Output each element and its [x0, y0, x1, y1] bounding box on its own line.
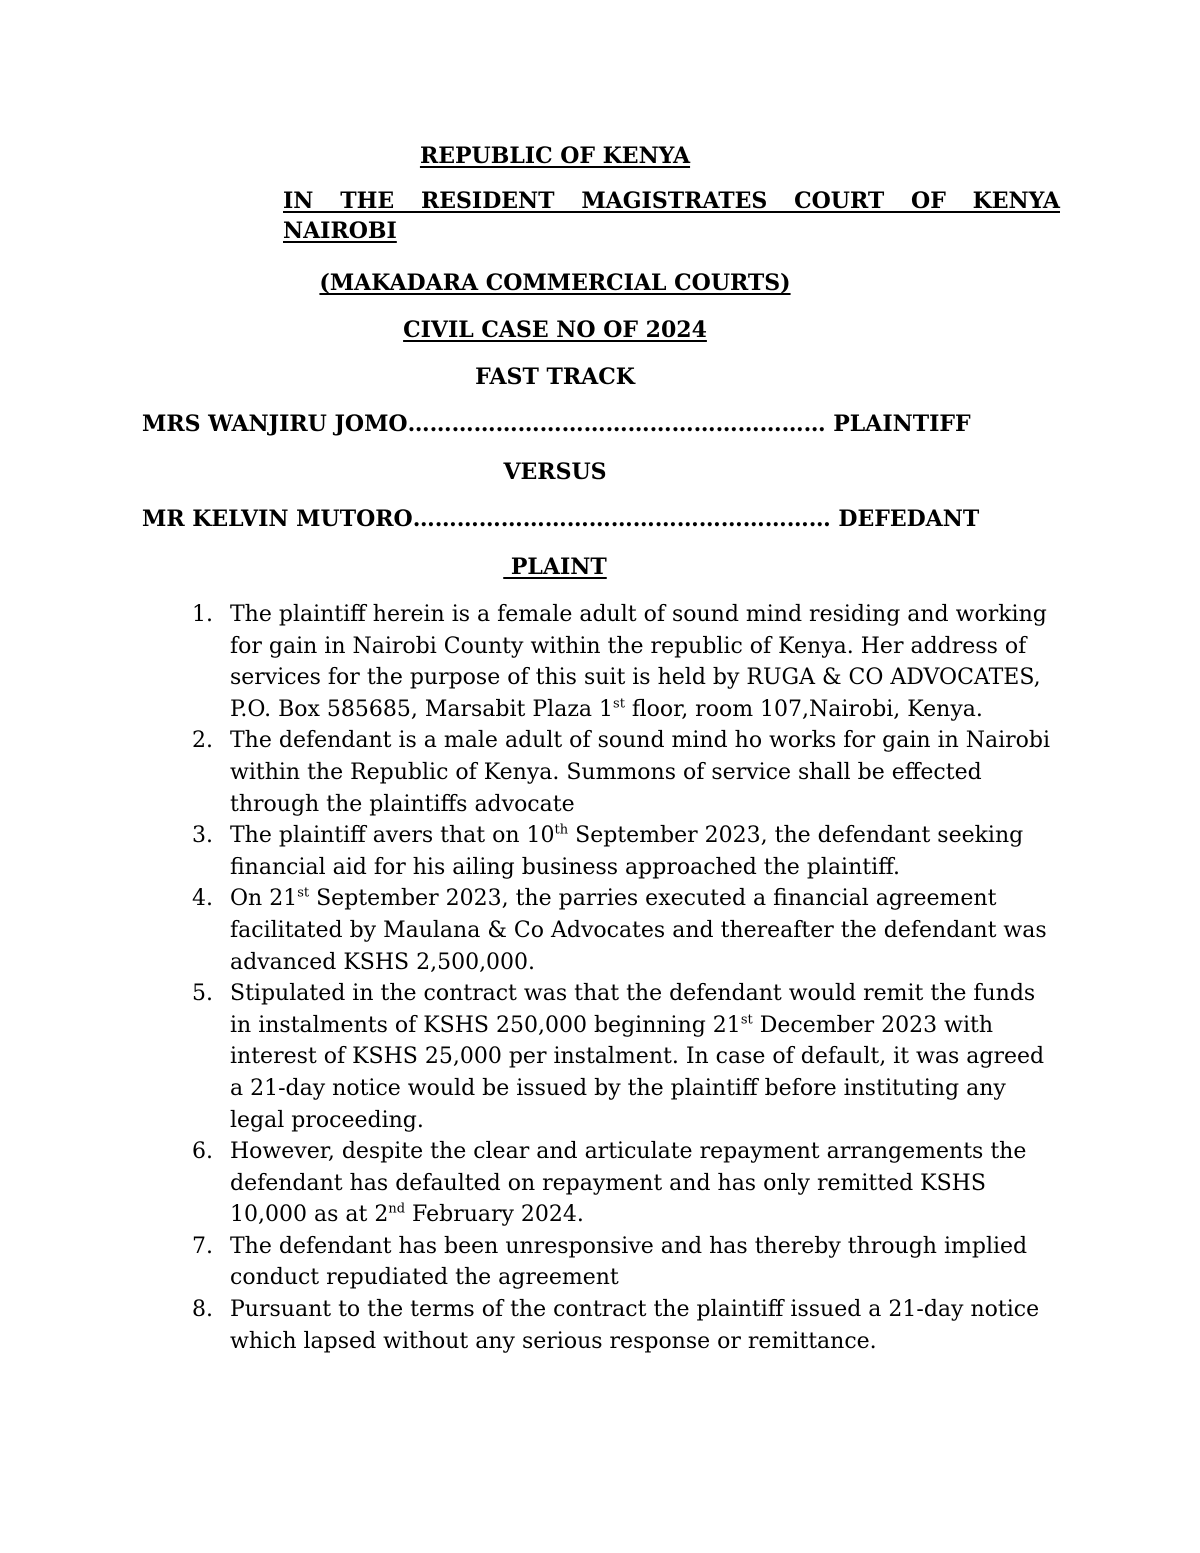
versus-label: VERSUS [503, 459, 607, 485]
list-item-text: However, despite the clear and articulate repayment arrangements the defendant has defaulted on repayment and has only remitted KSHS 10,000 as at 2 [230, 1139, 1027, 1228]
case-number: CIVIL CASE NO OF 2024 [403, 317, 707, 343]
list-item-text: The plaintiff herein is a female adult of sound mind residing and working for gain in Nairobi County within the republic of Kenya. Her address of services for the purpose of this suit is held by RUGA & CO ADVOCATES, P.O. Box 585685, Marsabit Plaza 1 [230, 602, 1047, 722]
list-item [182, 725, 1062, 820]
track-label: FAST TRACK [475, 364, 635, 390]
list-item-text: The defendant is a male adult of sound mind ho works for gain in Nairobi within the Republic of Kenya. Summons of service shall be effected through the plaintiffs advocate [230, 728, 1051, 817]
list-item-text: Pursuant to the terms of the contract the plaintiff issued a 21-day notice which lapsed without any serious response or remittance. [230, 1297, 1040, 1354]
list-item-number: 5. [192, 981, 213, 1007]
list-item [182, 978, 1062, 1136]
list-item-number: 1. [192, 602, 213, 627]
defendant-role: DEFEDANT [830, 506, 980, 532]
plaintiff-name: MRS WANJIRU JOMO [142, 411, 408, 437]
list-item-number: 2. [192, 728, 213, 754]
list-item-number: 3. [192, 823, 213, 849]
list-item-number: 7. [192, 1233, 213, 1259]
court-heading: IN THE RESIDENT MAGISTRATES COURT OF KENYA NAIROBI [283, 188, 1060, 244]
list-item-text: On 21 [230, 886, 298, 912]
defendant-name: MR KELVIN MUTORO [142, 506, 413, 532]
defendant-leader-dots: ………………………………………………… [412, 506, 831, 532]
list-item-text-cont: September 2023, the defendant seeking financial aid for his ailing business approached the plaintiff. [230, 823, 1024, 880]
list-item [182, 1294, 1062, 1357]
list-item-text: Stipulated in the contract was that the defendant would remit the funds in instalments of KSHS 250,000 beginning 21 [230, 981, 1036, 1038]
list-item [182, 599, 1062, 725]
list-item-text-cont: December 2023 with interest of KSHS 25,000 per instalment. In case of default, it was agreed a 21-day notice would be issued by the plaintiff before instituting any legal proceeding. [230, 1012, 1045, 1133]
list-item-text: The defendant has been unresponsive and has thereby through implied conduct repudiated the agreement [230, 1233, 1028, 1291]
plaintiff-role: PLAINTIFF [825, 411, 971, 437]
list-item-number: 6. [192, 1139, 213, 1165]
list-item [182, 1231, 1062, 1294]
list-item [182, 883, 1062, 978]
ordinal-suffix: nd [388, 1201, 406, 1217]
defendant-line [142, 504, 979, 534]
plaint-paragraph-list [182, 599, 1062, 1357]
list-item-number: 8. [192, 1297, 213, 1323]
plaintiff-leader-dots: ………………………………………………… [407, 411, 826, 437]
list-item-number: 4. [192, 886, 213, 912]
ordinal-suffix: st [613, 696, 625, 712]
list-item-text-cont: floor, room 107,Nairobi, Kenya. [624, 696, 983, 722]
republic-heading: REPUBLIC OF KENYA [419, 143, 691, 169]
court-division: (MAKADARA COMMERCIAL COURTS) [319, 270, 791, 296]
ordinal-suffix: st [297, 886, 310, 902]
plaintiff-line [142, 409, 971, 439]
plaint-title: PLAINT [503, 554, 607, 580]
list-item [182, 820, 1062, 883]
list-item-text-cont: February 2024. [405, 1202, 584, 1228]
list-item [182, 1136, 1062, 1231]
list-item-text: The plaintiff avers that on 10 [230, 823, 555, 849]
ordinal-suffix: th [554, 822, 569, 838]
ordinal-suffix: st [740, 1012, 753, 1028]
list-item-text-cont: September 2023, the parries executed a financial agreement facilitated by Maulana & Co Advocates and thereafter the defendant was advanced KSHS 2,500,000. [230, 886, 1047, 975]
